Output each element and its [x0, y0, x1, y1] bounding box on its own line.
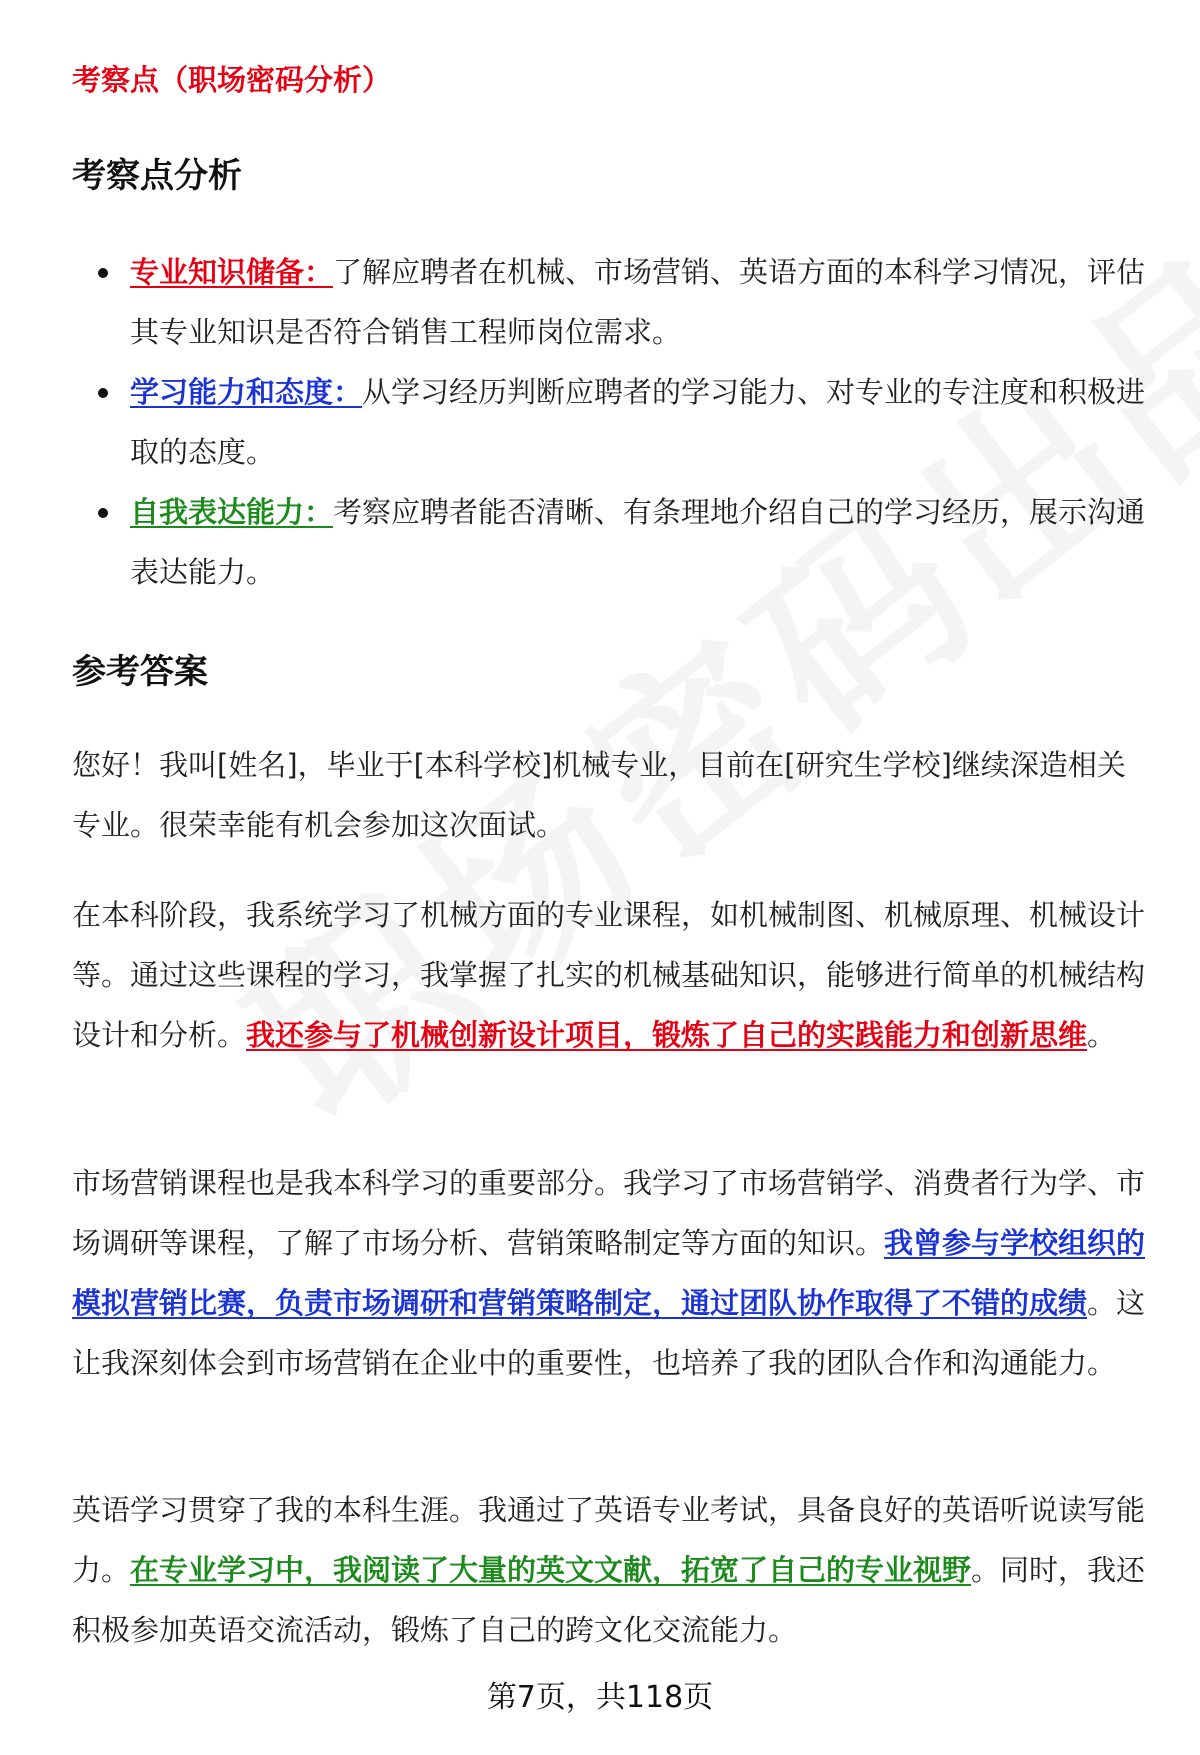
answer-paragraph [72, 1480, 1152, 1660]
point-text: 考察应聘者能否清晰、有条理地介绍自己的学习经历，展示沟通表达能力。 [130, 495, 1146, 589]
highlighted-sentence: 我曾参与学校组织的模拟营销比赛，负责市场调研和营销策略制定，通过团队协作取得了不错的成绩 [72, 1226, 1146, 1320]
topic-label: 考察点（职场密码分析） [72, 63, 392, 97]
paragraph-text: 。 [1087, 1018, 1117, 1052]
answer-paragraph [72, 885, 1152, 1065]
highlighted-sentence: 在专业学习中，我阅读了大量的英文文献，拓宽了自己的专业视野 [130, 1553, 972, 1587]
point-keyword: 学习能力和态度： [130, 375, 363, 409]
point-text: 从学习经历判断应聘者的学习能力、对专业的专注度和积极进取的态度。 [130, 375, 1146, 469]
answer-heading: 参考答案 [72, 652, 208, 692]
page-number: 第7页，共118页 [486, 1680, 714, 1715]
analysis-point [72, 482, 1152, 602]
analysis-point [72, 242, 1152, 362]
paragraph-text: 在本科阶段，我系统学习了机械方面的专业课程，如机械制图、机械原理、机械设计等。通过这些课程的学习，我掌握了扎实的机械基础知识，能够进行简单的机械结构设计和分析。 [72, 898, 1146, 1052]
paragraph-text: 。这让我深刻体会到市场营销在企业中的重要性，也培养了我的团队合作和沟通能力。 [72, 1286, 1146, 1380]
bullet-icon [98, 388, 108, 398]
point-text: 了解应聘者在机械、市场营销、英语方面的本科学习情况，评估其专业知识是否符合销售工程师岗位需求。 [130, 255, 1146, 349]
analysis-heading: 考察点分析 [72, 156, 242, 196]
point-keyword: 自我表达能力： [130, 495, 334, 529]
analysis-point [72, 362, 1152, 482]
paragraph-text: 市场营销课程也是我本科学习的重要部分。我学习了市场营销学、消费者行为学、市场调研等课程，了解了市场分析、营销策略制定等方面的知识。 [72, 1166, 1146, 1260]
analysis-points-list [72, 242, 1152, 602]
answer-paragraph [72, 1153, 1152, 1393]
bullet-icon [98, 508, 108, 518]
point-keyword: 专业知识储备： [130, 255, 334, 289]
highlighted-sentence: 我还参与了机械创新设计项目，锻炼了自己的实践能力和创新思维 [246, 1018, 1088, 1052]
paragraph-text: 。同时，我还积极参加英语交流活动，锻炼了自己的跨文化交流能力。 [72, 1553, 1146, 1647]
bullet-icon [98, 268, 108, 278]
answer-paragraph [72, 735, 1152, 855]
paragraph-text: 英语学习贯穿了我的本科生涯。我通过了英语专业考试，具备良好的英语听说读写能力。 [72, 1493, 1146, 1587]
paragraph-text: 您好！我叫[姓名]，毕业于[本科学校]机械专业，目前在[研究生学校]继续深造相关专业。很荣幸能有机会参加这次面试。 [72, 748, 1126, 842]
